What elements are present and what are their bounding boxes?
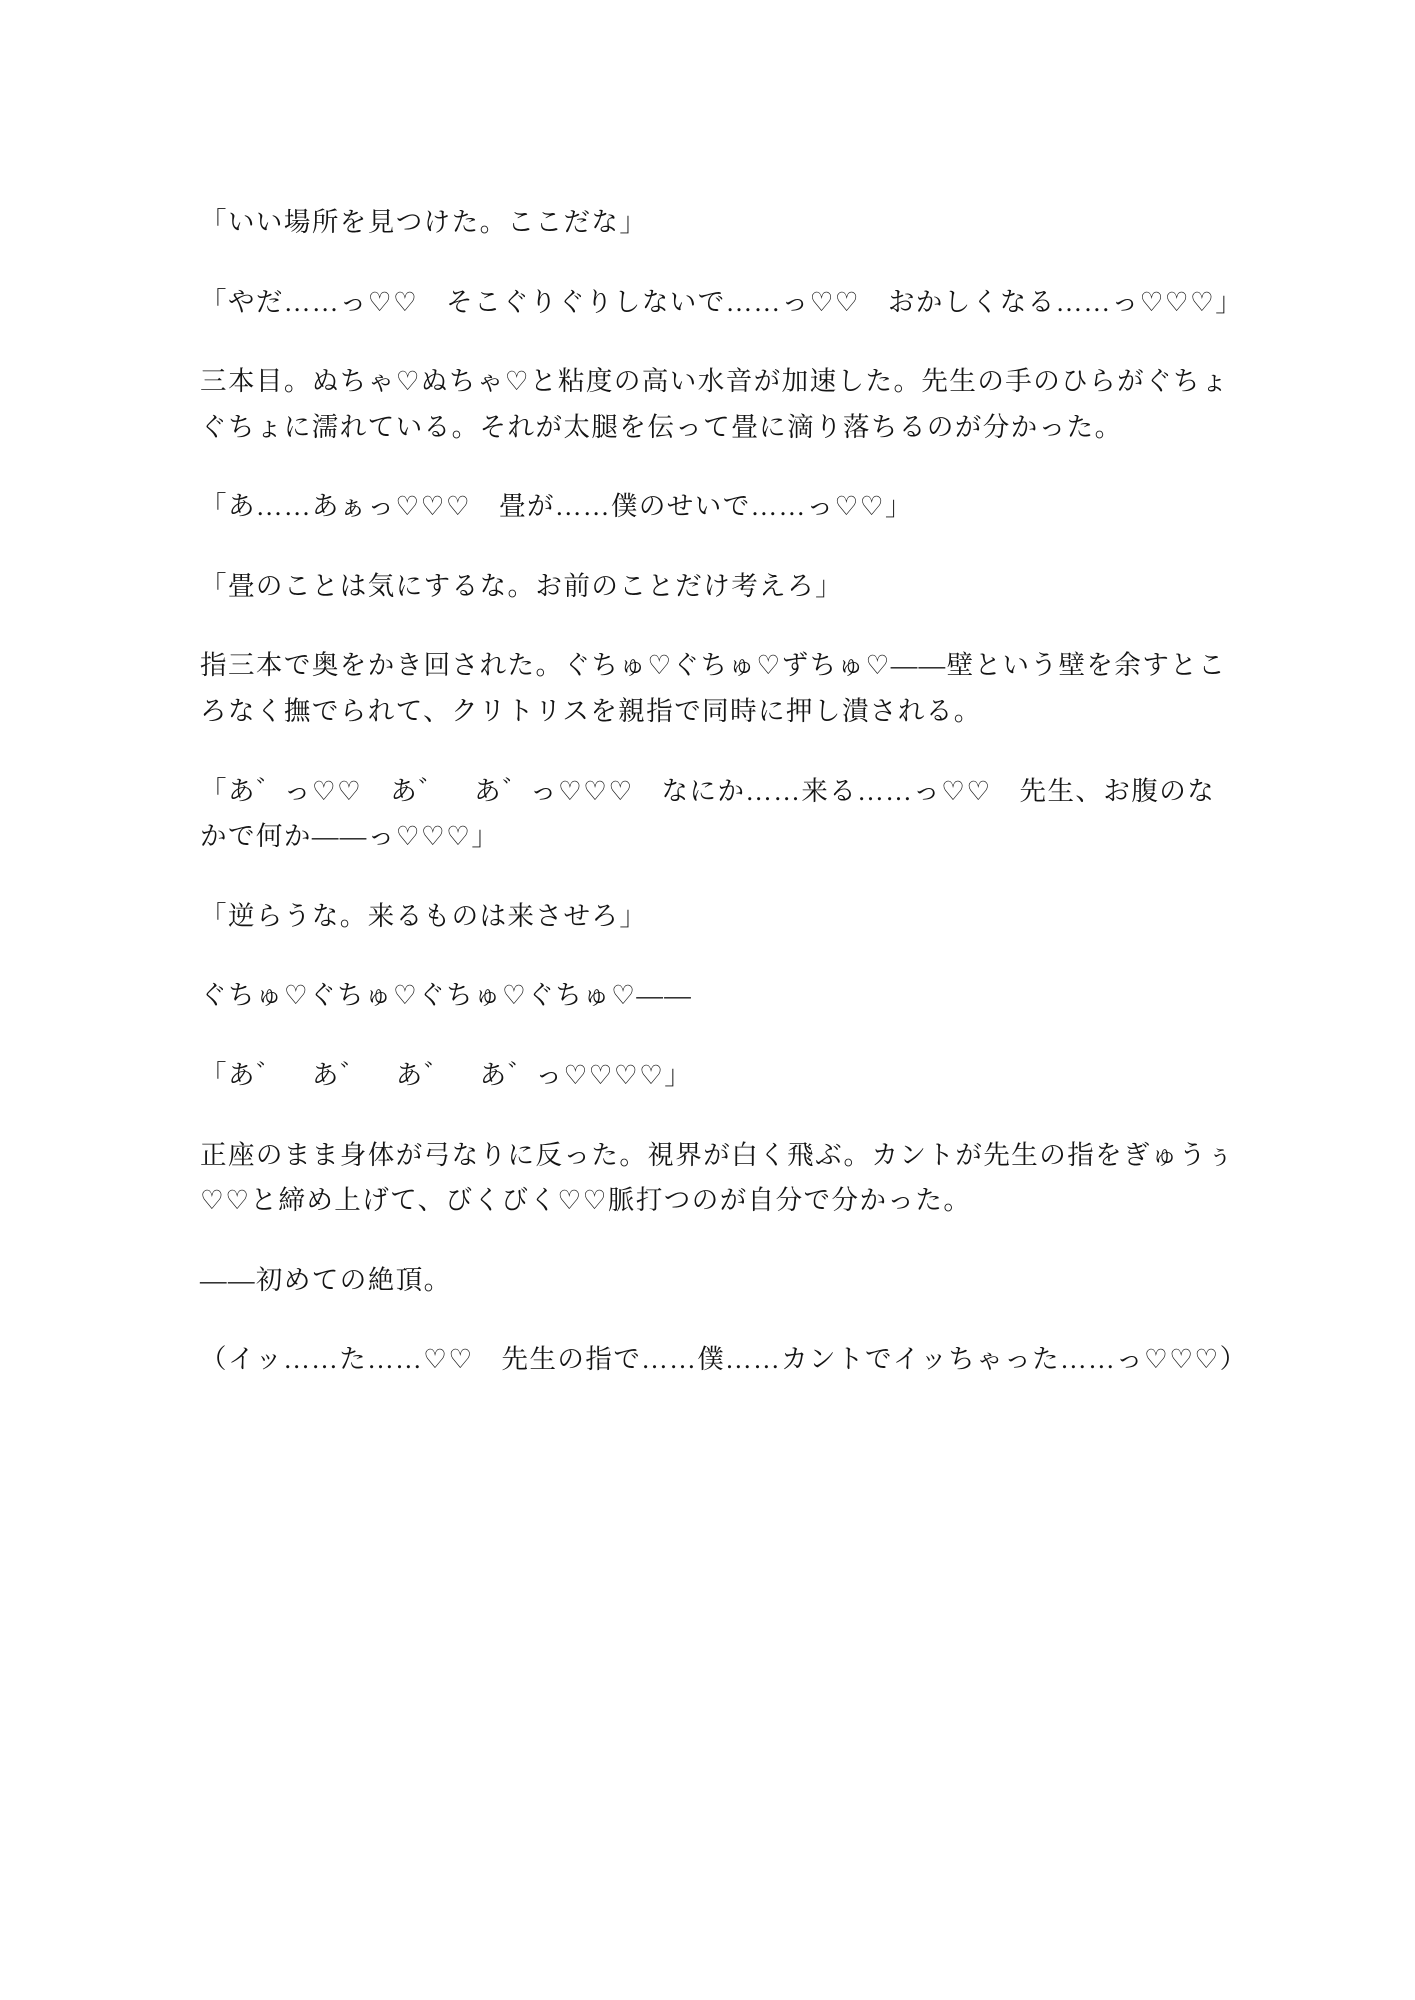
paragraph: ——初めての絶頂。 (200, 1264, 452, 1295)
paragraph: 「畳のことは気にするな。お前のことだけ考えろ」 (200, 570, 844, 601)
paragraph: 指三本で奥をかき回された。ぐちゅ♡ぐちゅ♡ずちゅ♡——壁という壁を余すところなく撫でられて、クリトリスを親指で同時に押し潰される。 (200, 650, 1227, 727)
paragraph: （イッ……た……♡♡ 先生の指で……僕……カントでイッちゃった……っ♡♡♡） (200, 1344, 1248, 1375)
paragraph: 正座のまま身体が弓なりに反った。視界が白く飛ぶ。カントが先生の指をぎゅうぅ♡♡と締め上げて、びくびく♡♡脈打つのが自分で分かった。 (200, 1139, 1235, 1216)
paragraph: 「あ゛っ♡♡ あ゛ あ゛っ♡♡♡ なにか……来る……っ♡♡ 先生、お腹のなかで何か——っ♡♡♡」 (200, 775, 1216, 852)
paragraph: 「いい場所を見つけた。ここだな」 (200, 207, 648, 237)
paragraph: ぐちゅ♡ぐちゅ♡ぐちゅ♡ぐちゅ♡—— (200, 980, 693, 1011)
paragraph: 「逆らうな。来るものは来させろ」 (200, 900, 648, 931)
paragraph: 「やだ……っ♡♡ そこぐりぐりしないで……っ♡♡ おかしくなる……っ♡♡♡」 (200, 286, 1244, 317)
paragraph: 三本目。ぬちゃ♡ぬちゃ♡と粘度の高い水音が加速した。先生の手のひらがぐちょぐちょに濡れている。それが太腿を伝って畳に滴り落ちるのが分かった。 (200, 366, 1229, 442)
body-text (200, 200, 1248, 1383)
paragraph: 「あ……あぁっ♡♡♡ 畳が……僕のせいで……っ♡♡」 (200, 491, 913, 522)
paragraph: 「あ゛ あ゛ あ゛ あ゛っ♡♡♡♡」 (200, 1059, 693, 1090)
